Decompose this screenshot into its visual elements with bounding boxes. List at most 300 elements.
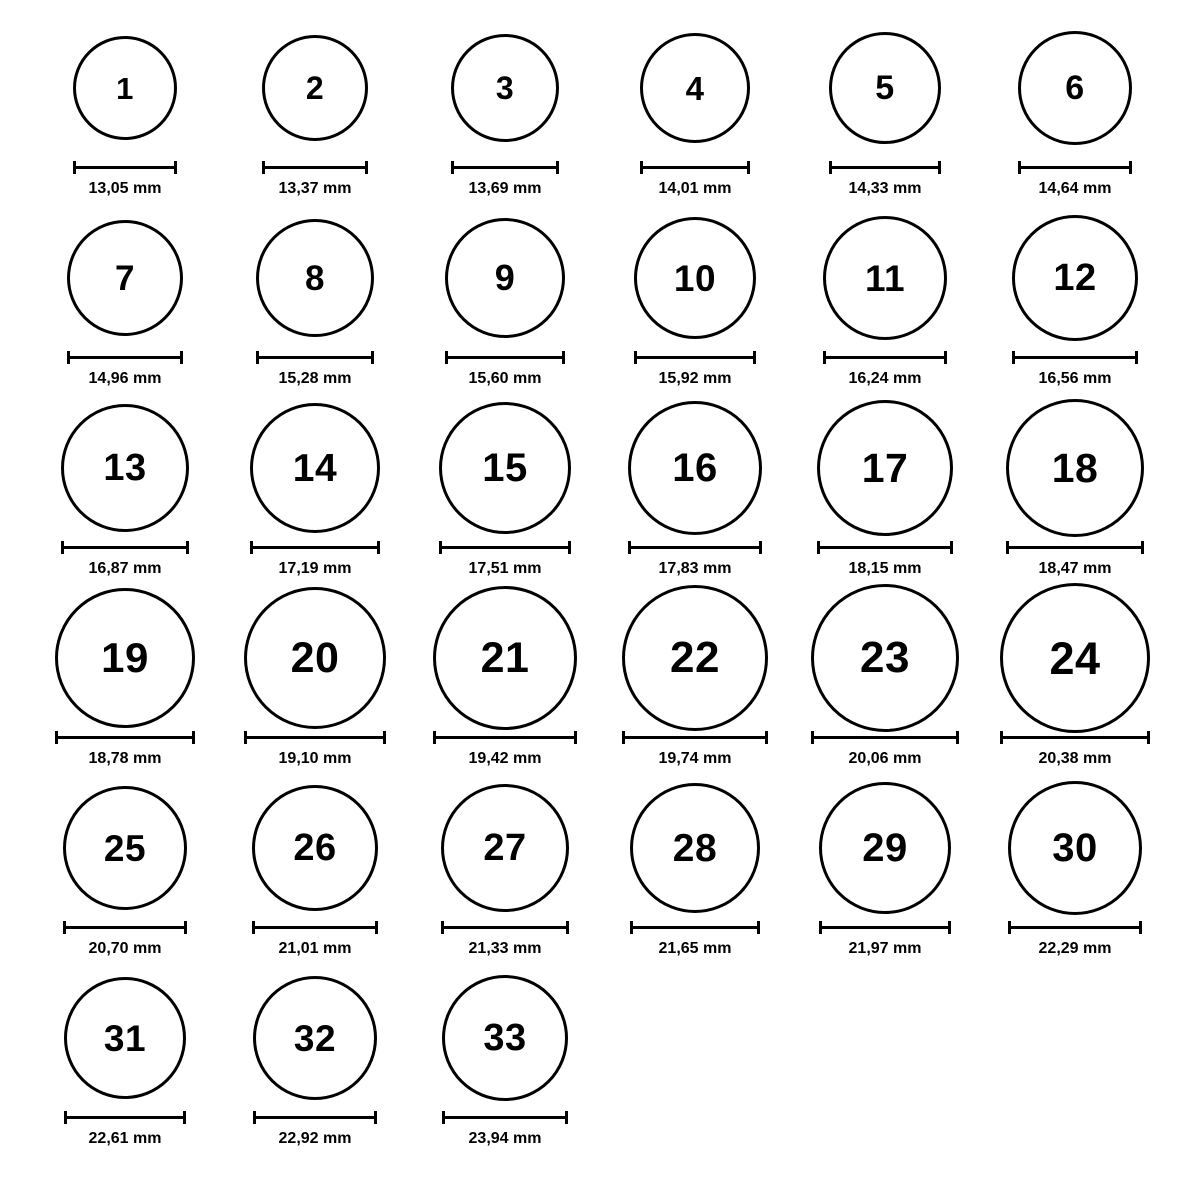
ring-circle [1006, 399, 1144, 537]
ring-circle-wrap [410, 968, 600, 1108]
ruler-bar [829, 161, 941, 173]
diameter-ruler [433, 730, 577, 744]
ruler-bar [630, 921, 760, 933]
ring-size-cell [30, 18, 220, 208]
ring-circle-wrap [220, 968, 410, 1108]
ring-circle [829, 32, 941, 144]
ring-size-cell [980, 398, 1170, 588]
ruler-line [63, 926, 187, 929]
ring-size-cell [220, 398, 410, 588]
ring-size-cell [30, 208, 220, 398]
ruler-tick-left [640, 161, 643, 174]
diameter-label: 18,78 mm [88, 750, 162, 767]
ring-circle [442, 975, 568, 1101]
diameter-label: 14,01 mm [658, 180, 732, 197]
ruler-bar [1006, 541, 1144, 553]
ring-circle-wrap [30, 398, 220, 538]
ruler-line [622, 736, 768, 739]
ruler-line [634, 356, 756, 359]
ring-circle [823, 216, 947, 340]
ring-size-number: 33 [483, 1017, 527, 1059]
diameter-label: 13,05 mm [88, 180, 162, 197]
ring-circle [61, 404, 189, 532]
ring-circle [1018, 31, 1132, 145]
ruler-line [67, 356, 183, 359]
ring-circle [256, 219, 374, 337]
ruler-bar [256, 351, 374, 363]
ruler-tick-right [1139, 921, 1142, 934]
diameter-label: 21,01 mm [278, 940, 352, 957]
diameter-label: 16,56 mm [1038, 370, 1112, 387]
ruler-bar [819, 921, 951, 933]
ring-size-number: 24 [1049, 632, 1101, 684]
ruler-tick-left [441, 921, 444, 934]
ring-circle-wrap [220, 588, 410, 728]
ruler-bar [1012, 351, 1138, 363]
diameter-ruler [55, 730, 195, 744]
ruler-line [441, 926, 569, 929]
ruler-bar [262, 161, 368, 173]
ruler-bar [817, 541, 953, 553]
ring-size-number: 5 [875, 69, 895, 107]
ring-circle-wrap [410, 398, 600, 538]
ring-size-number: 23 [860, 633, 910, 682]
ring-size-number: 26 [293, 827, 337, 869]
ruler-tick-right [184, 921, 187, 934]
ring-size-number: 13 [103, 447, 147, 489]
ruler-bar [811, 731, 959, 743]
ring-circle [817, 400, 953, 536]
diameter-ruler [253, 1110, 377, 1124]
ruler-tick-right [562, 351, 565, 364]
diameter-ruler [628, 540, 762, 554]
diameter-label: 14,64 mm [1038, 180, 1112, 197]
ruler-tick-left [256, 351, 259, 364]
ring-circle [630, 783, 760, 913]
ruler-tick-left [262, 161, 265, 174]
diameter-label: 13,37 mm [278, 180, 352, 197]
ruler-tick-left [811, 731, 814, 744]
ring-circle [253, 976, 377, 1100]
ruler-tick-left [63, 921, 66, 934]
ring-size-number: 19 [101, 634, 149, 681]
ring-size-cell [410, 778, 600, 968]
ruler-tick-left [630, 921, 633, 934]
ring-size-number: 10 [673, 257, 717, 299]
ring-circle [64, 977, 186, 1099]
ruler-bar [823, 351, 947, 363]
ring-size-number: 30 [1052, 826, 1098, 870]
ring-size-cell [980, 18, 1170, 208]
ruler-line [630, 926, 760, 929]
diameter-label: 13,69 mm [468, 180, 542, 197]
diameter-ruler [823, 350, 947, 364]
ruler-tick-left [1000, 731, 1003, 744]
ruler-tick-right [948, 921, 951, 934]
ruler-tick-left [64, 1111, 67, 1124]
ruler-line [252, 926, 378, 929]
ring-circle-wrap [790, 208, 980, 348]
ruler-line [250, 546, 380, 549]
diameter-ruler [819, 920, 951, 934]
diameter-label: 14,33 mm [848, 180, 922, 197]
ring-size-number: 1 [116, 70, 134, 106]
ruler-bar [445, 351, 565, 363]
ruler-tick-right [747, 161, 750, 174]
ring-size-cell [790, 778, 980, 968]
ruler-tick-left [252, 921, 255, 934]
ring-circle [811, 584, 959, 732]
ring-circle-wrap [410, 588, 600, 728]
ruler-tick-left [253, 1111, 256, 1124]
ruler-tick-right [565, 1111, 568, 1124]
diameter-label: 20,38 mm [1038, 750, 1112, 767]
ring-circle [819, 782, 951, 914]
ring-size-number: 32 [293, 1017, 337, 1059]
ruler-bar [442, 1111, 568, 1123]
ruler-bar [1018, 161, 1132, 173]
diameter-ruler [1018, 160, 1132, 174]
ring-circle-wrap [790, 398, 980, 538]
ruler-tick-left [442, 1111, 445, 1124]
ring-size-cell [410, 398, 600, 588]
ring-size-number: 6 [1065, 69, 1085, 107]
ring-size-cell [410, 18, 600, 208]
ruler-tick-right [753, 351, 756, 364]
ruler-bar [244, 731, 386, 743]
ruler-line [262, 166, 368, 169]
ring-circle [445, 218, 565, 338]
diameter-ruler [256, 350, 374, 364]
ruler-tick-right [759, 541, 762, 554]
ring-size-number: 31 [103, 1017, 147, 1059]
ruler-bar [55, 731, 195, 743]
ring-circle-wrap [30, 18, 220, 158]
diameter-label: 17,19 mm [278, 560, 352, 577]
ruler-bar [63, 921, 187, 933]
ring-size-number: 17 [861, 444, 909, 491]
ring-size-cell [980, 208, 1170, 398]
ruler-line [628, 546, 762, 549]
diameter-ruler [811, 730, 959, 744]
ring-size-cell [600, 208, 790, 398]
ring-circle-wrap [220, 778, 410, 918]
diameter-ruler [73, 160, 177, 174]
ring-circle [640, 33, 750, 143]
ruler-tick-right [192, 731, 195, 744]
ruler-line [439, 546, 571, 549]
ring-circle [250, 403, 380, 533]
diameter-ruler [262, 160, 368, 174]
ring-size-cell [410, 208, 600, 398]
ring-circle-wrap [790, 778, 980, 918]
ruler-bar [61, 541, 189, 553]
ring-circle [441, 784, 569, 912]
ruler-bar [1008, 921, 1142, 933]
ruler-tick-left [1012, 351, 1015, 364]
diameter-ruler [817, 540, 953, 554]
ruler-tick-right [944, 351, 947, 364]
ruler-bar [640, 161, 750, 173]
ring-circle [262, 35, 368, 141]
diameter-ruler [439, 540, 571, 554]
ruler-tick-right [956, 731, 959, 744]
ruler-tick-right [174, 161, 177, 174]
ring-size-number: 2 [305, 70, 325, 106]
ring-size-cell [410, 588, 600, 778]
ruler-tick-right [374, 1111, 377, 1124]
ruler-tick-left [61, 541, 64, 554]
ruler-tick-right [183, 1111, 186, 1124]
diameter-ruler [829, 160, 941, 174]
ruler-tick-right [377, 541, 380, 554]
ruler-tick-right [375, 921, 378, 934]
ruler-tick-left [1008, 921, 1011, 934]
ruler-tick-right [1135, 351, 1138, 364]
ring-size-number: 28 [672, 826, 718, 870]
diameter-ruler [451, 160, 559, 174]
ruler-line [1006, 546, 1144, 549]
ruler-tick-right [556, 161, 559, 174]
ruler-tick-right [765, 731, 768, 744]
ring-size-number: 29 [862, 826, 908, 870]
ruler-tick-left [451, 161, 454, 174]
ruler-tick-left [445, 351, 448, 364]
ring-size-number: 21 [480, 633, 530, 682]
ring-size-number: 22 [670, 633, 720, 682]
ring-size-cell [30, 778, 220, 968]
ruler-line [1012, 356, 1138, 359]
ruler-tick-left [622, 731, 625, 744]
ring-circle-wrap [790, 18, 980, 158]
diameter-label: 19,10 mm [278, 750, 352, 767]
ring-size-number: 4 [685, 69, 705, 107]
ruler-tick-right [186, 541, 189, 554]
ruler-bar [433, 731, 577, 743]
ring-circle-wrap [220, 398, 410, 538]
diameter-ruler [67, 350, 183, 364]
ring-size-number: 9 [494, 257, 516, 298]
diameter-label: 19,42 mm [468, 750, 542, 767]
ruler-tick-left [634, 351, 637, 364]
ring-circle [1012, 215, 1138, 341]
diameter-label: 17,83 mm [658, 560, 732, 577]
ruler-line [244, 736, 386, 739]
ruler-tick-left [439, 541, 442, 554]
diameter-ruler [252, 920, 378, 934]
ring-size-cell [220, 968, 410, 1158]
ring-size-cell [790, 208, 980, 398]
ruler-line [823, 356, 947, 359]
ruler-line [256, 356, 374, 359]
diameter-label: 22,92 mm [278, 1130, 352, 1147]
ring-circle-wrap [410, 778, 600, 918]
diameter-ruler [64, 1110, 186, 1124]
ring-circle [628, 401, 762, 535]
ring-size-cell [220, 778, 410, 968]
ring-circle-wrap [410, 18, 600, 158]
ruler-line [1018, 166, 1132, 169]
ring-circle-wrap [600, 208, 790, 348]
ring-size-cell [790, 18, 980, 208]
ring-circle-wrap [30, 968, 220, 1108]
ring-circle-wrap [600, 18, 790, 158]
ruler-tick-left [55, 731, 58, 744]
ruler-tick-right [1129, 161, 1132, 174]
ruler-tick-left [1018, 161, 1021, 174]
diameter-label: 21,97 mm [848, 940, 922, 957]
ruler-bar [73, 161, 177, 173]
ruler-line [253, 1116, 377, 1119]
ruler-line [640, 166, 750, 169]
ring-circle-wrap [980, 778, 1170, 918]
ruler-bar [64, 1111, 186, 1123]
ring-size-cell [600, 778, 790, 968]
ring-circle-wrap [600, 398, 790, 538]
ruler-tick-right [950, 541, 953, 554]
ring-circle-wrap [790, 588, 980, 728]
ring-size-cell [600, 588, 790, 778]
ruler-tick-left [829, 161, 832, 174]
ring-circle [55, 588, 195, 728]
diameter-label: 15,92 mm [658, 370, 732, 387]
diameter-ruler [441, 920, 569, 934]
diameter-label: 14,96 mm [88, 370, 162, 387]
ruler-line [1008, 926, 1142, 929]
ruler-bar [622, 731, 768, 743]
ring-circle [439, 402, 571, 534]
ring-circle-wrap [410, 208, 600, 348]
diameter-ruler [442, 1110, 568, 1124]
ruler-line [817, 546, 953, 549]
ring-size-cell [790, 588, 980, 778]
ruler-tick-right [365, 161, 368, 174]
diameter-label: 18,15 mm [848, 560, 922, 577]
diameter-ruler [244, 730, 386, 744]
ring-size-number: 15 [482, 446, 528, 490]
ruler-tick-right [566, 921, 569, 934]
ring-size-number: 14 [292, 446, 338, 490]
ruler-tick-right [383, 731, 386, 744]
diameter-ruler [61, 540, 189, 554]
ring-size-cell [600, 398, 790, 588]
diameter-label: 18,47 mm [1038, 560, 1112, 577]
ruler-tick-right [371, 351, 374, 364]
ruler-line [1000, 736, 1150, 739]
ring-size-cell [220, 208, 410, 398]
ruler-line [64, 1116, 186, 1119]
ring-circle-wrap [220, 208, 410, 348]
diameter-label: 17,51 mm [468, 560, 542, 577]
ruler-line [73, 166, 177, 169]
ring-size-cell [980, 588, 1170, 778]
ring-circle [1000, 583, 1150, 733]
ring-size-cell [220, 588, 410, 778]
ruler-line [819, 926, 951, 929]
ruler-line [451, 166, 559, 169]
diameter-ruler [630, 920, 760, 934]
ruler-bar [634, 351, 756, 363]
ring-size-cell [220, 18, 410, 208]
ruler-tick-left [823, 351, 826, 364]
diameter-ruler [445, 350, 565, 364]
ring-circle [252, 785, 378, 911]
ruler-line [55, 736, 195, 739]
ring-circle-wrap [30, 778, 220, 918]
ring-circle [67, 220, 183, 336]
ring-circle-wrap [600, 588, 790, 728]
ruler-tick-left [73, 161, 76, 174]
ring-size-number: 27 [483, 827, 527, 869]
diameter-ruler [1006, 540, 1144, 554]
diameter-label: 16,24 mm [848, 370, 922, 387]
ruler-bar [628, 541, 762, 553]
diameter-ruler [634, 350, 756, 364]
diameter-label: 19,74 mm [658, 750, 732, 767]
diameter-label: 16,87 mm [88, 560, 162, 577]
ring-circle [1008, 781, 1142, 915]
ring-circle [73, 36, 177, 140]
ruler-bar [67, 351, 183, 363]
ring-circle [634, 217, 756, 339]
diameter-ruler [1012, 350, 1138, 364]
diameter-label: 20,06 mm [848, 750, 922, 767]
ring-circle [433, 586, 577, 730]
diameter-label: 20,70 mm [88, 940, 162, 957]
ruler-tick-right [757, 921, 760, 934]
ruler-line [811, 736, 959, 739]
ruler-line [445, 356, 565, 359]
diameter-label: 15,60 mm [468, 370, 542, 387]
ring-size-number: 3 [495, 70, 515, 106]
ruler-tick-right [938, 161, 941, 174]
ruler-tick-left [250, 541, 253, 554]
ruler-bar [250, 541, 380, 553]
ruler-tick-left [67, 351, 70, 364]
ring-size-number: 7 [115, 258, 135, 298]
ruler-tick-right [180, 351, 183, 364]
diameter-ruler [63, 920, 187, 934]
ruler-tick-left [817, 541, 820, 554]
ring-size-number: 18 [1051, 444, 1099, 491]
ring-size-number: 25 [103, 827, 147, 869]
ring-circle [63, 786, 187, 910]
diameter-label: 22,29 mm [1038, 940, 1112, 957]
ring-size-cell [30, 588, 220, 778]
diameter-label: 15,28 mm [278, 370, 352, 387]
ruler-bar [441, 921, 569, 933]
ring-size-number: 11 [864, 257, 906, 299]
ruler-tick-right [574, 731, 577, 744]
ruler-tick-left [628, 541, 631, 554]
ruler-bar [439, 541, 571, 553]
ring-size-number: 16 [672, 446, 718, 490]
ruler-tick-right [568, 541, 571, 554]
diameter-label: 21,65 mm [658, 940, 732, 957]
diameter-ruler [622, 730, 768, 744]
ring-size-cell [790, 398, 980, 588]
ruler-line [442, 1116, 568, 1119]
ruler-tick-left [819, 921, 822, 934]
ring-size-cell [30, 398, 220, 588]
diameter-ruler [640, 160, 750, 174]
ruler-bar [253, 1111, 377, 1123]
ring-circle [244, 587, 386, 729]
ring-circle-wrap [980, 208, 1170, 348]
ring-circle-wrap [980, 588, 1170, 728]
ruler-tick-left [433, 731, 436, 744]
diameter-ruler [1008, 920, 1142, 934]
